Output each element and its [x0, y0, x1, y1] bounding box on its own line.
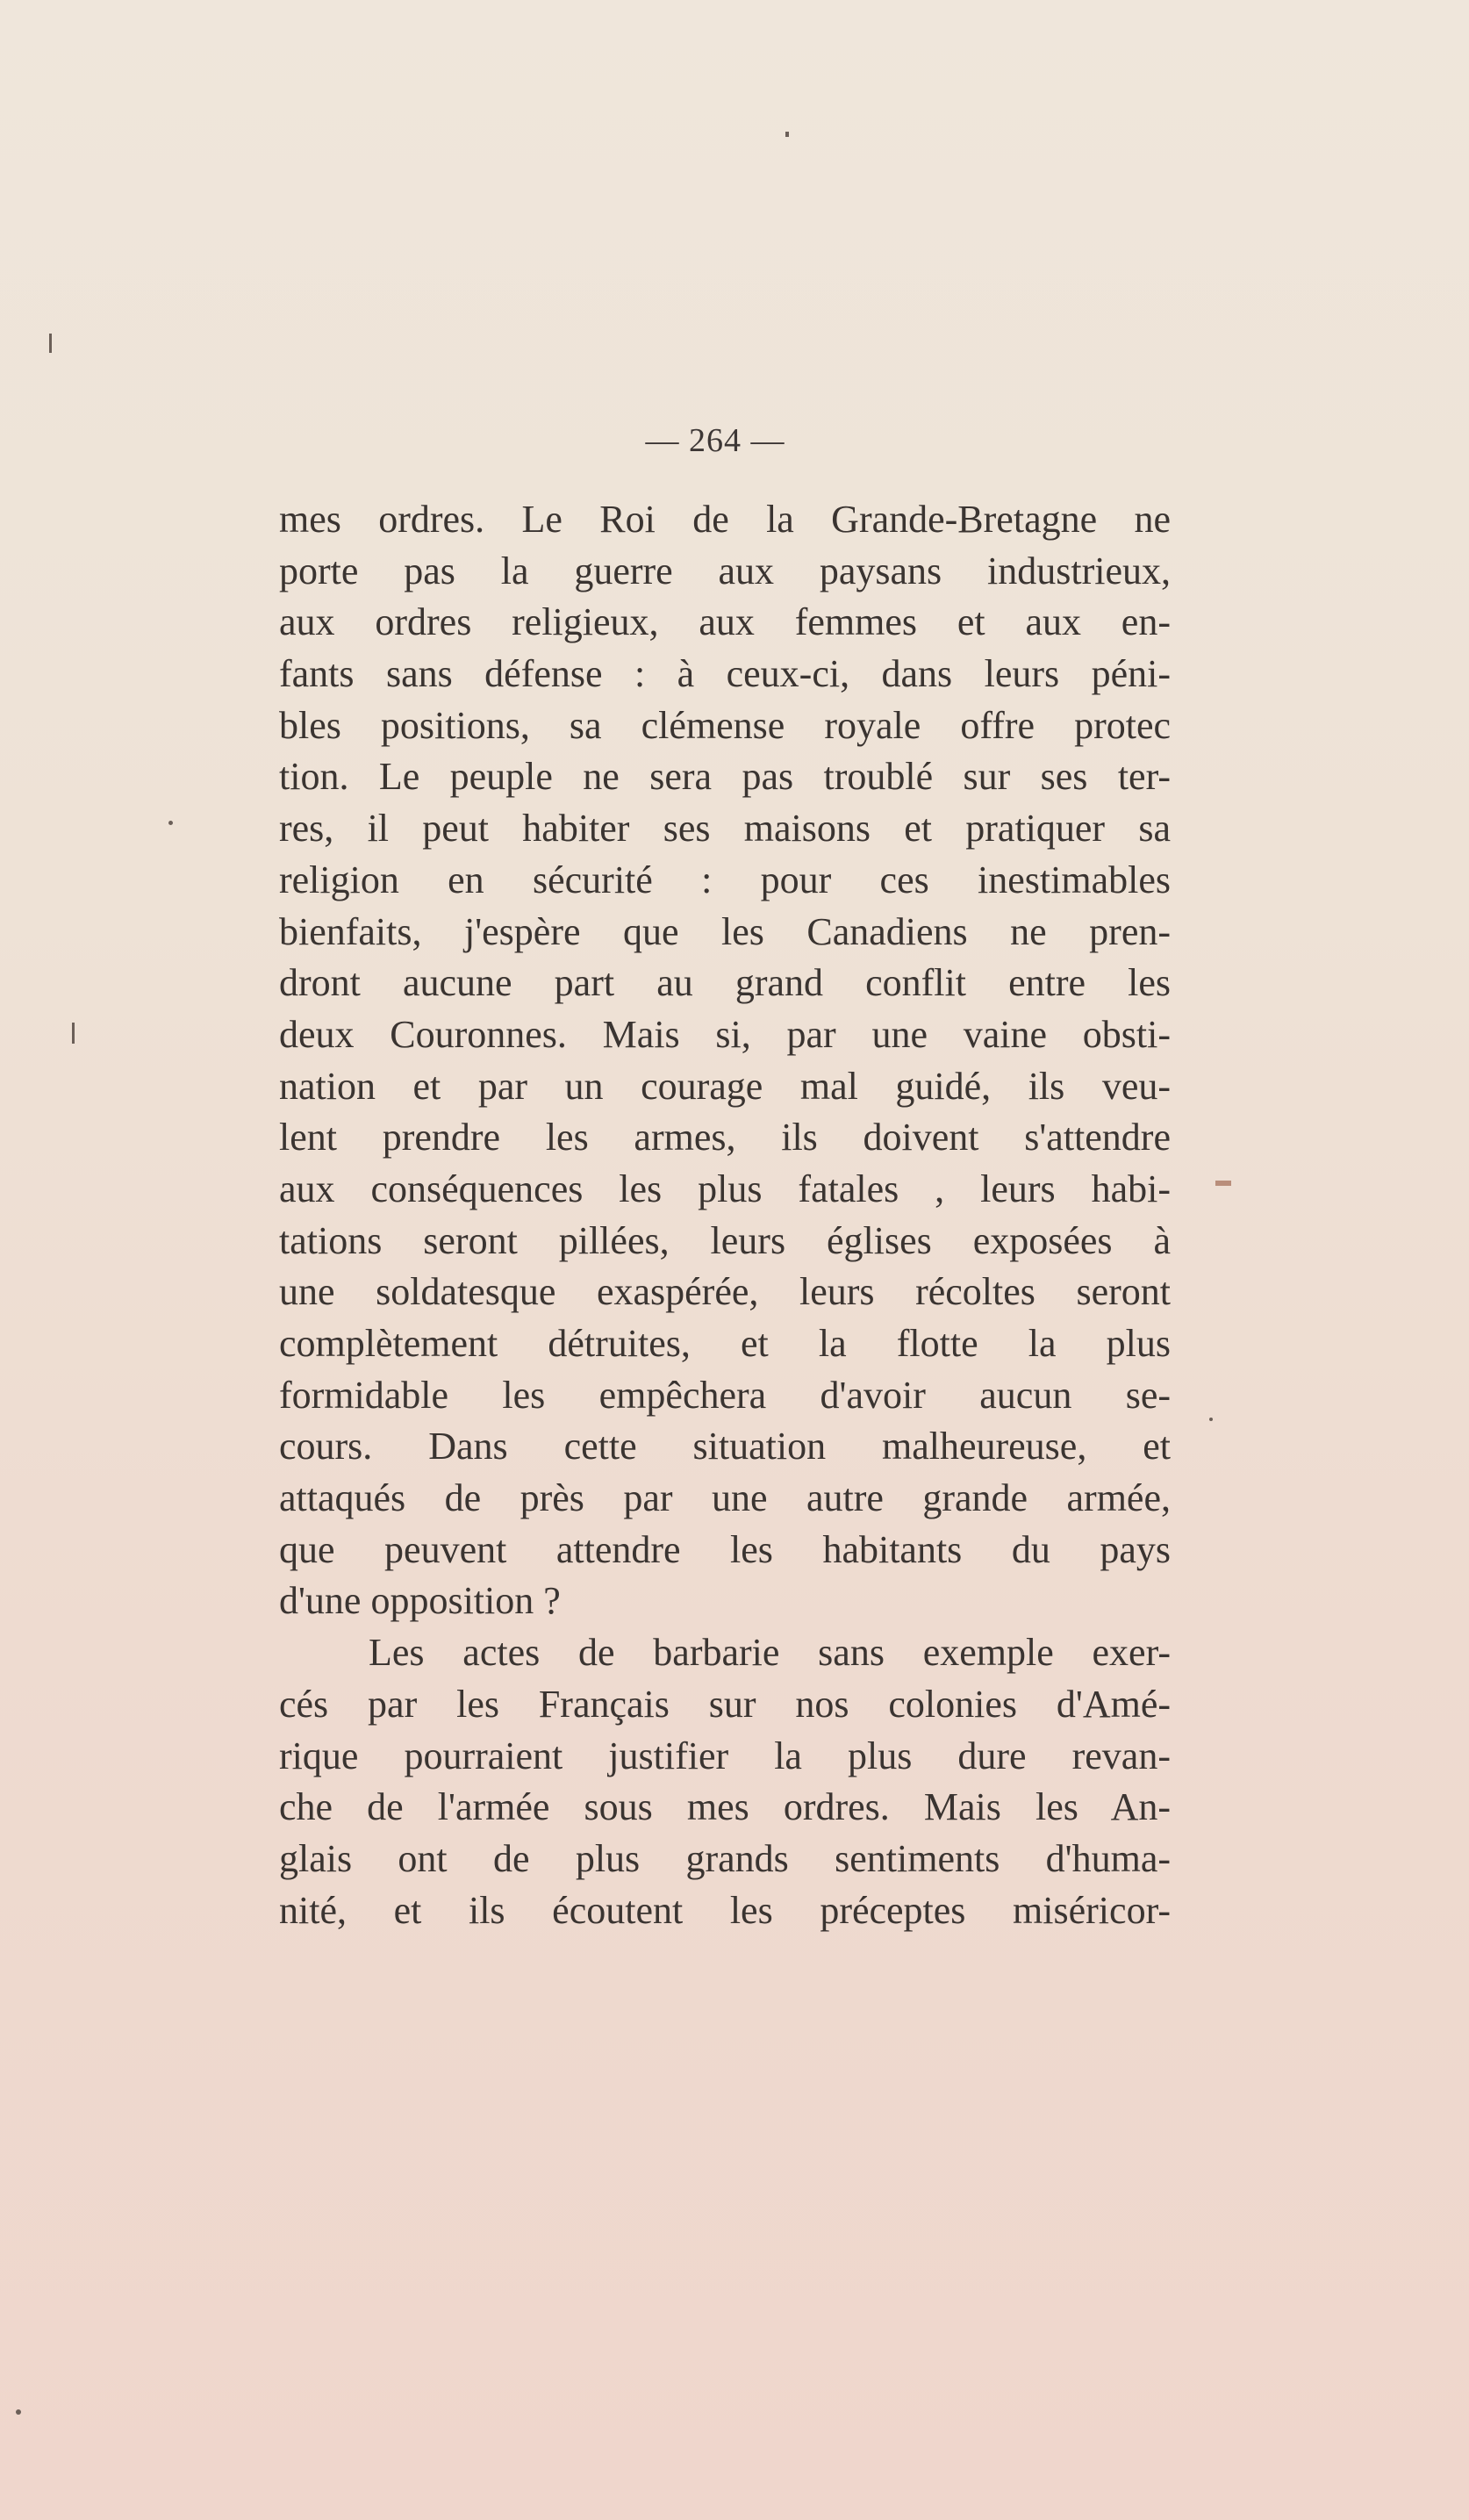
- text-line: mes ordres. Le Roi de la Grande-Bretagne ne: [279, 498, 1171, 541]
- page-number: — 264 —: [645, 422, 785, 459]
- text-line: tations seront pillées, leurs églises exposées à: [279, 1218, 1171, 1262]
- paragraph-end-line: d'une opposition ?: [279, 1579, 561, 1623]
- text-line: attaqués de près par une autre grande armée,: [279, 1476, 1171, 1520]
- text-line: rique pourraient justifier la plus dure revan-: [279, 1734, 1171, 1777]
- text-line: nation et par un courage mal guidé, ils veu-: [279, 1064, 1171, 1108]
- text-line: glais ont de plus grands sentiments d'huma-: [279, 1836, 1171, 1880]
- text-line: bienfaits, j'espère que les Canadiens ne pren-: [279, 909, 1171, 953]
- text-line: complètement détruites, et la flotte la plus: [279, 1322, 1171, 1365]
- text-line: cours. Dans cette situation malheureuse, et: [279, 1425, 1171, 1468]
- text-line: deux Couronnes. Mais si, par une vaine obsti-: [279, 1012, 1171, 1056]
- paper-blemish: [785, 132, 789, 137]
- text-line: che de l'armée sous mes ordres. Mais les An-: [279, 1785, 1171, 1829]
- text-line: formidable les empêchera d'avoir aucun se-: [279, 1373, 1171, 1417]
- text-line: fants sans défense : à ceux-ci, dans leurs péni-: [279, 652, 1171, 696]
- text-line: une soldatesque exaspérée, leurs récoltes seront: [279, 1270, 1171, 1314]
- text-line: bles positions, sa clémense royale offre protec: [279, 703, 1171, 747]
- paper-blemish: [16, 2409, 21, 2415]
- paper-blemish: [1215, 1181, 1231, 1186]
- paper-blemish: [1209, 1418, 1213, 1421]
- text-line: que peuvent attendre les habitants du pays: [279, 1527, 1171, 1571]
- text-line: nité, et ils écoutent les préceptes miséricor-: [279, 1888, 1171, 1932]
- text-line: aux ordres religieux, aux femmes et aux en-: [279, 600, 1171, 644]
- body-text: [279, 494, 1171, 1936]
- paper-blemish: [168, 821, 173, 825]
- text-line: res, il peut habiter ses maisons et pratiquer sa: [279, 807, 1171, 851]
- paper-blemish: [49, 334, 52, 353]
- text-line: aux conséquences les plus fatales , leurs habi-: [279, 1167, 1171, 1210]
- text-line: lent prendre les armes, ils doivent s'attendre: [279, 1116, 1171, 1159]
- paragraph-start-line: Les actes de barbarie sans exemple exer-: [369, 1631, 1171, 1675]
- text-line: dront aucune part au grand conflit entre les: [279, 961, 1171, 1005]
- text-line: cés par les Français sur nos colonies d'Amé-: [279, 1682, 1171, 1726]
- text-line: religion en sécurité : pour ces inestimables: [279, 858, 1171, 901]
- text-line: tion. Le peuple ne sera pas troublé sur ses ter-: [279, 755, 1171, 799]
- text-line: porte pas la guerre aux paysans industrieux,: [279, 549, 1171, 592]
- paper-blemish: [72, 1023, 75, 1044]
